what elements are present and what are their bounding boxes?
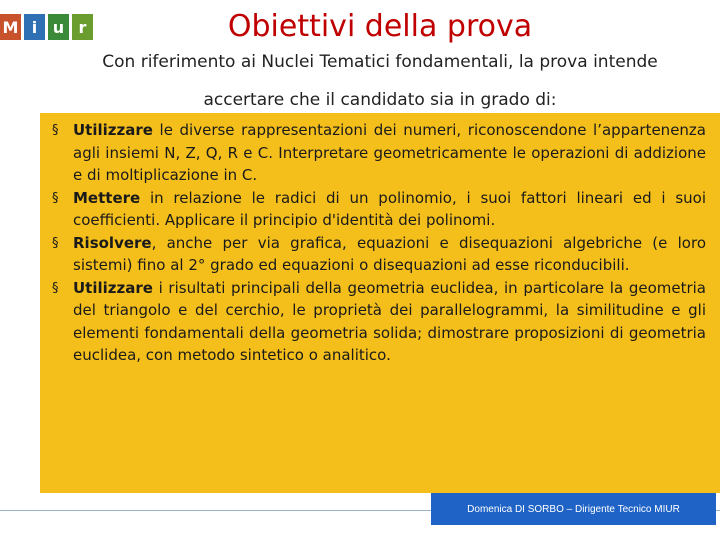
bullet-marker-icon: § [52,123,59,138]
bullet-marker-icon: § [52,280,59,296]
objective-item [52,119,706,187]
logo-letter: u [48,14,69,40]
objective-text: le diverse rappresentazioni dei numeri, riconoscendone l’appartenenza agli insiemi N, Z, Q, R e C. Interpretare geometricamente le operazioni di addizione e di moltiplicazione in C. [73,121,706,184]
slide-title: Obiettivi della prova [227,9,533,44]
objective-item [52,277,706,367]
logo-letter: i [24,14,45,40]
intro-line-2: accertare che il candidato sia in grado di: [203,90,557,110]
objective-text: in relazione le radici di un polinomio, i suoi fattori lineari ed i suoi coefficienti. Applicare il principio d'identità dei polinomi. [73,188,706,229]
objective-lead: Utilizzare [73,278,153,297]
objective-item [52,232,706,277]
objective-text: , anche per via grafica, equazioni e disequazioni algebriche (e loro sistemi) fino al 2° grado ed equazioni o disequazioni ad esse riconducibili. [73,233,706,274]
intro-line-1: Con riferimento ai Nuclei Tematici fondamentali, la prova intende [102,52,658,72]
objective-item [52,187,706,232]
objectives-list [52,119,706,367]
objective-lead: Utilizzare [73,121,153,139]
footer-credit: Domenica DI SORBO – Dirigente Tecnico MIUR [431,493,716,525]
bullet-marker-icon: § [52,190,59,206]
logo-letter: M [0,14,21,40]
bullet-marker-icon: § [52,235,59,251]
objectives-panel [40,113,720,493]
objective-lead: Risolvere [73,233,152,252]
objective-lead: Mettere [73,188,141,207]
logo-letter: r [72,14,93,40]
objective-text: i risultati principali della geometria euclidea, in particolare la geometria del triangolo e del cerchio, le proprietà dei parallelogrammi, la similitudine e gli elementi fondamentali della geometria solida; dimostrare proposizioni di geometria euclidea, con metodo sintetico o analitico. [73,278,706,364]
